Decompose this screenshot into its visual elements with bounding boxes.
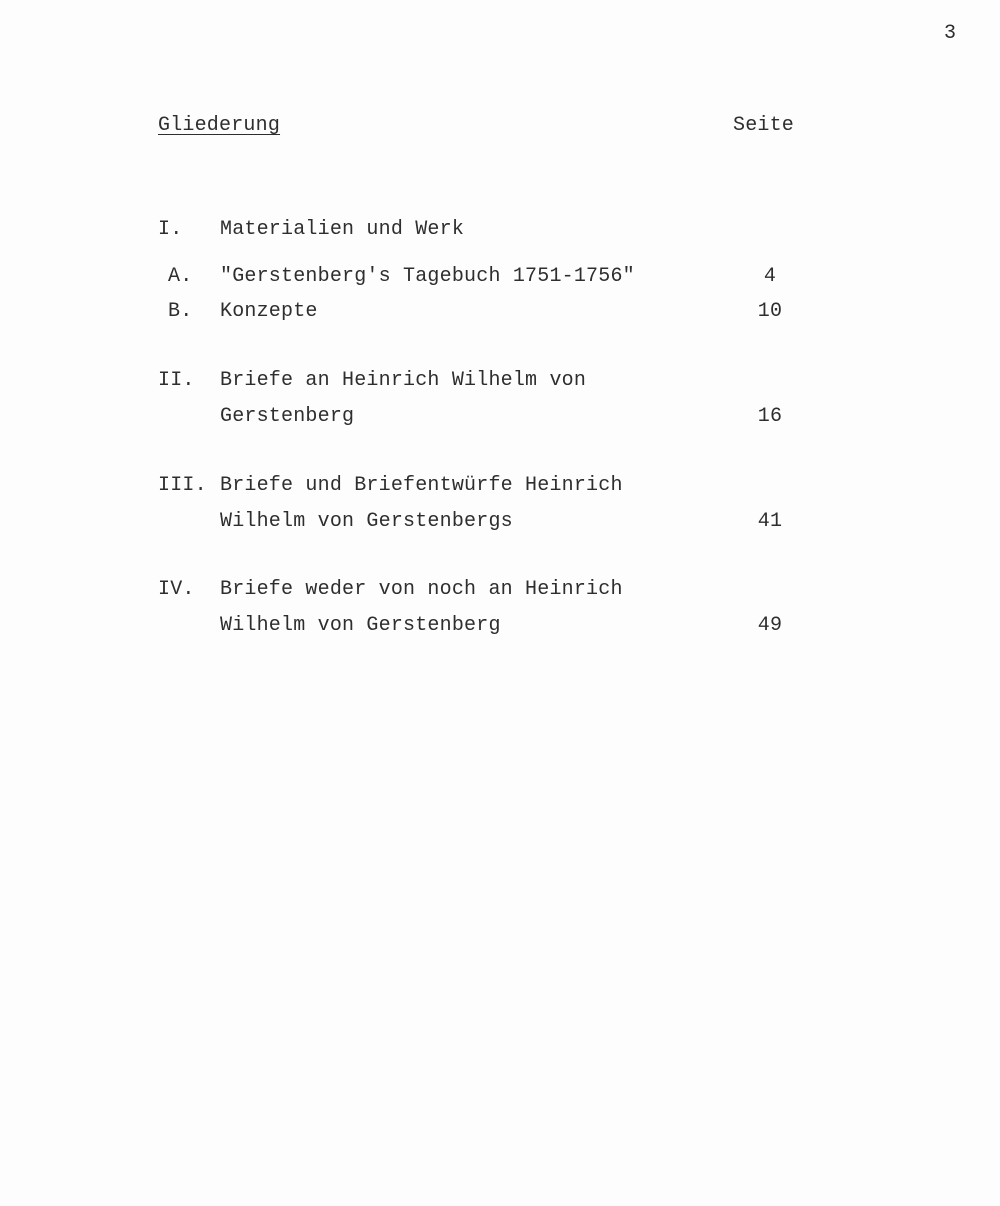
section-title-line: Wilhelm von Gerstenberg: [220, 614, 501, 637]
section-title-line: Briefe weder von noch an Heinrich: [220, 578, 623, 601]
section-numeral: I.: [158, 218, 183, 241]
page-number: 3: [944, 22, 957, 45]
subsection-letter: A.: [168, 265, 193, 288]
subsection-letter: B.: [168, 300, 193, 323]
section-title-line: Briefe und Briefentwürfe Heinrich: [220, 474, 623, 497]
section-title-line: Gerstenberg: [220, 405, 355, 428]
section-page: 16: [757, 405, 783, 428]
section-title: Materialien und Werk: [220, 218, 465, 241]
section-page: 49: [757, 614, 783, 637]
section-page: 41: [757, 510, 783, 533]
section-numeral: II.: [158, 369, 195, 392]
section-title-line: Briefe an Heinrich Wilhelm von: [220, 369, 587, 392]
subsection-title: "Gerstenberg's Tagebuch 1751-1756": [220, 265, 635, 288]
section-numeral: III.: [158, 474, 207, 497]
toc-heading: Gliederung: [158, 114, 281, 137]
subsection-title: Konzepte: [220, 300, 318, 323]
subsection-page: 4: [763, 265, 777, 288]
section-title-line: Wilhelm von Gerstenbergs: [220, 510, 513, 533]
section-numeral: IV.: [158, 578, 195, 601]
page-column-heading: Seite: [733, 114, 795, 137]
subsection-page: 10: [757, 300, 783, 323]
